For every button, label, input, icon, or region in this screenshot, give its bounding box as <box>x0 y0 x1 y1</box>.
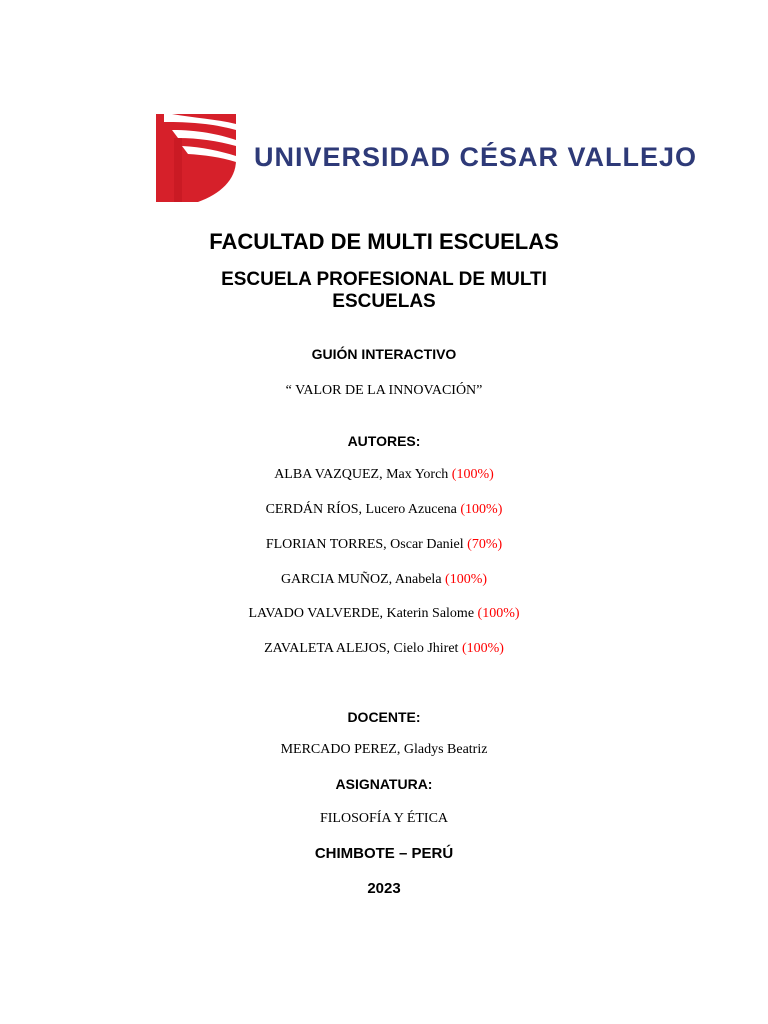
document-type: GUIÓN INTERACTIVO <box>311 346 457 362</box>
author-name: ALBA VAZQUEZ, Max Yorch <box>274 467 449 482</box>
author-name: GARCIA MUÑOZ, Anabela <box>280 572 442 587</box>
author-name: CERDÁN RÍOS, Lucero Azucena <box>265 502 457 517</box>
university-name: UNIVERSIDAD CÉSAR VALLEJO <box>254 142 698 172</box>
location: CHIMBOTE – PERÚ <box>314 845 454 862</box>
author-line <box>0 537 768 553</box>
author-percent: (100%) <box>460 502 503 517</box>
author-percent: (100%) <box>445 572 488 587</box>
school-title-line-1: ESCUELA PROFESIONAL DE MULTI <box>221 269 547 290</box>
school-title-line-2: ESCUELAS <box>332 291 436 312</box>
university-logo <box>154 110 698 206</box>
author-name: FLORIAN TORRES, Oscar Daniel <box>265 537 464 552</box>
author-line <box>0 502 768 518</box>
author-line <box>0 467 768 483</box>
author-name: ZAVALETA ALEJOS, Cielo Jhiret <box>264 641 459 656</box>
author-percent: (100%) <box>461 641 504 656</box>
subject-name: FILOSOFÍA Y ÉTICA <box>319 811 449 826</box>
document-title: “ VALOR DE LA INNOVACIÓN” <box>285 383 483 398</box>
faculty-title: FACULTAD DE MULTI ESCUELAS <box>209 229 559 254</box>
author-percent: (70%) <box>467 537 503 552</box>
author-percent: (100%) <box>477 606 520 621</box>
author-line <box>0 641 768 657</box>
author-name: LAVADO VALVERDE, Katerin Salome <box>248 606 475 621</box>
year: 2023 <box>367 880 401 897</box>
subject-label: ASIGNATURA: <box>335 776 433 792</box>
authors-label: AUTORES: <box>347 433 421 449</box>
author-percent: (100%) <box>451 467 494 482</box>
shield-emblem-icon <box>154 110 240 204</box>
teacher-name: MERCADO PEREZ, Gladys Beatriz <box>280 742 488 757</box>
author-line <box>0 606 768 622</box>
teacher-label: DOCENTE: <box>347 709 421 725</box>
author-line <box>0 572 768 588</box>
